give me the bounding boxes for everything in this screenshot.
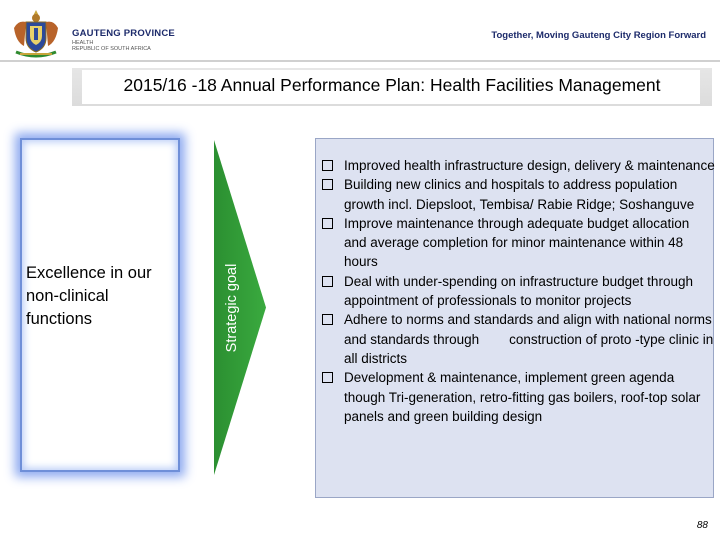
strategic-goal-arrow <box>214 140 266 475</box>
checkbox-bullet-icon <box>322 179 333 190</box>
page-number: 88 <box>696 520 708 531</box>
list-item-text: Building new clinics and hospitals to address population growth incl. Diepsloot, Tembisa/ Rabie Ridge; Soshanguve <box>344 177 695 212</box>
page-header <box>0 0 720 62</box>
header-divider <box>0 60 720 62</box>
header-tagline: Together, Moving Gauteng City Region Forward <box>491 30 706 41</box>
list-item-text: Adhere to norms and standards and align with national norms and standards through construction of proto -type clinic in all districts <box>344 312 717 366</box>
strategic-goal-label: Strategic goal <box>224 263 240 353</box>
gauteng-coat-of-arms-icon <box>8 8 64 58</box>
list-item <box>320 310 715 368</box>
list-item <box>320 175 715 214</box>
brand-department: HEALTH <box>72 40 94 46</box>
brand-country: REPUBLIC OF SOUTH AFRICA <box>72 46 151 52</box>
list-item <box>320 156 715 175</box>
checkbox-bullet-icon <box>322 314 333 325</box>
checkbox-bullet-icon <box>322 160 333 171</box>
checkbox-bullet-icon <box>322 218 333 229</box>
strategic-goal-text: Excellence in our non-clinical functions <box>26 264 152 328</box>
list-item <box>320 214 715 272</box>
page-title: 2015/16 -18 Annual Performance Plan: Health Facilities Management <box>123 75 661 95</box>
list-item-text: Deal with under-spending on infrastructure budget through appointment of professionals to monitor projects <box>344 273 693 309</box>
list-item <box>320 368 715 426</box>
brand-title: GAUTENG PROVINCE <box>72 28 175 39</box>
checkbox-bullet-icon <box>322 276 333 287</box>
initiatives-list <box>320 156 715 426</box>
list-item-text: Improve maintenance through adequate budget allocation and average completion for minor maintenance within 48 hours <box>344 215 690 270</box>
checkbox-bullet-icon <box>322 372 333 383</box>
list-item-text: Development & maintenance, implement green agenda though Tri-generation, retro-fitting gas boilers, roof-top solar panels and green building design <box>344 370 701 424</box>
list-item-text: Improved health infrastructure design, delivery & maintenance <box>344 158 715 173</box>
list-item <box>320 272 715 311</box>
